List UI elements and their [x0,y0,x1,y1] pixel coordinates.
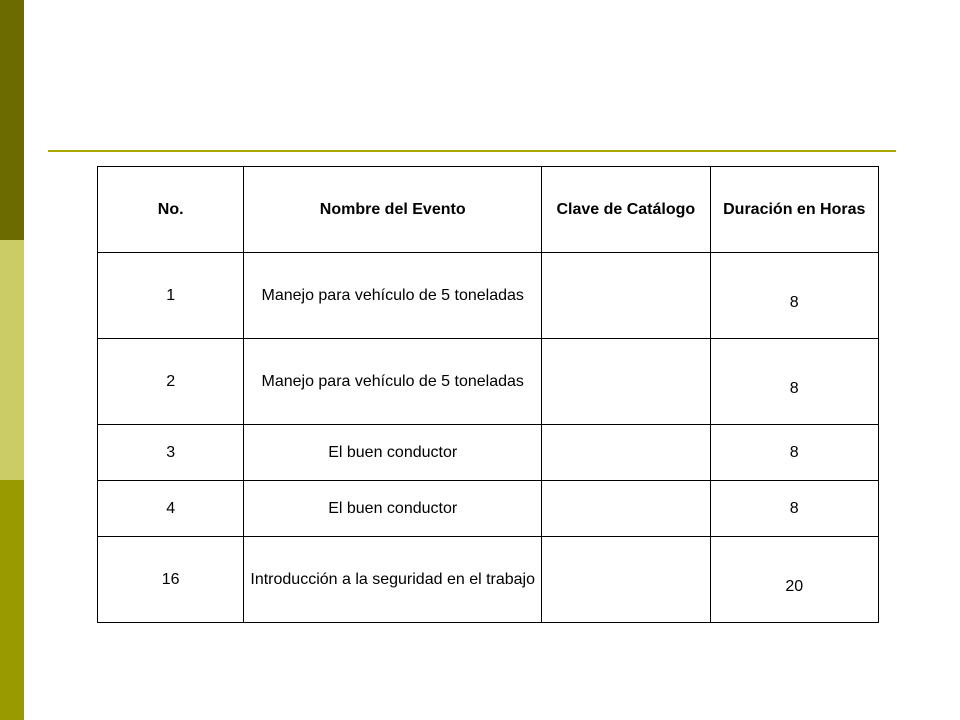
accent-bar-top [0,0,24,240]
cell-no: 4 [98,481,244,537]
table-row [98,481,879,537]
cell-catalog-key [542,537,710,623]
cell-duration-hours: 8 [710,253,878,339]
events-table [97,166,879,623]
cell-event-name: Manejo para vehículo de 5 toneladas [244,339,542,425]
table-row [98,425,879,481]
cell-duration-hours: 8 [710,425,878,481]
cell-catalog-key [542,481,710,537]
cell-event-name: El buen conductor [244,425,542,481]
header-event-name: Nombre del Evento [244,167,542,253]
cell-duration-hours: 8 [710,339,878,425]
table-row [98,253,879,339]
table-header-row [98,167,879,253]
accent-bar-middle [0,240,24,480]
cell-duration-hours: 20 [710,537,878,623]
table-row [98,537,879,623]
cell-event-name: El buen conductor [244,481,542,537]
cell-no: 16 [98,537,244,623]
cell-event-name: Manejo para vehículo de 5 toneladas [244,253,542,339]
header-catalog-key: Clave de Catálogo [542,167,710,253]
accent-bar-bottom [0,480,24,720]
cell-catalog-key [542,253,710,339]
cell-no: 2 [98,339,244,425]
cell-catalog-key [542,425,710,481]
header-duration-hours: Duración en Horas [710,167,878,253]
table-row [98,339,879,425]
cell-duration-hours: 8 [710,481,878,537]
cell-no: 1 [98,253,244,339]
header-no: No. [98,167,244,253]
cell-no: 3 [98,425,244,481]
cell-catalog-key [542,339,710,425]
title-divider [48,150,896,152]
cell-event-name: Introducción a la seguridad en el trabajo [244,537,542,623]
